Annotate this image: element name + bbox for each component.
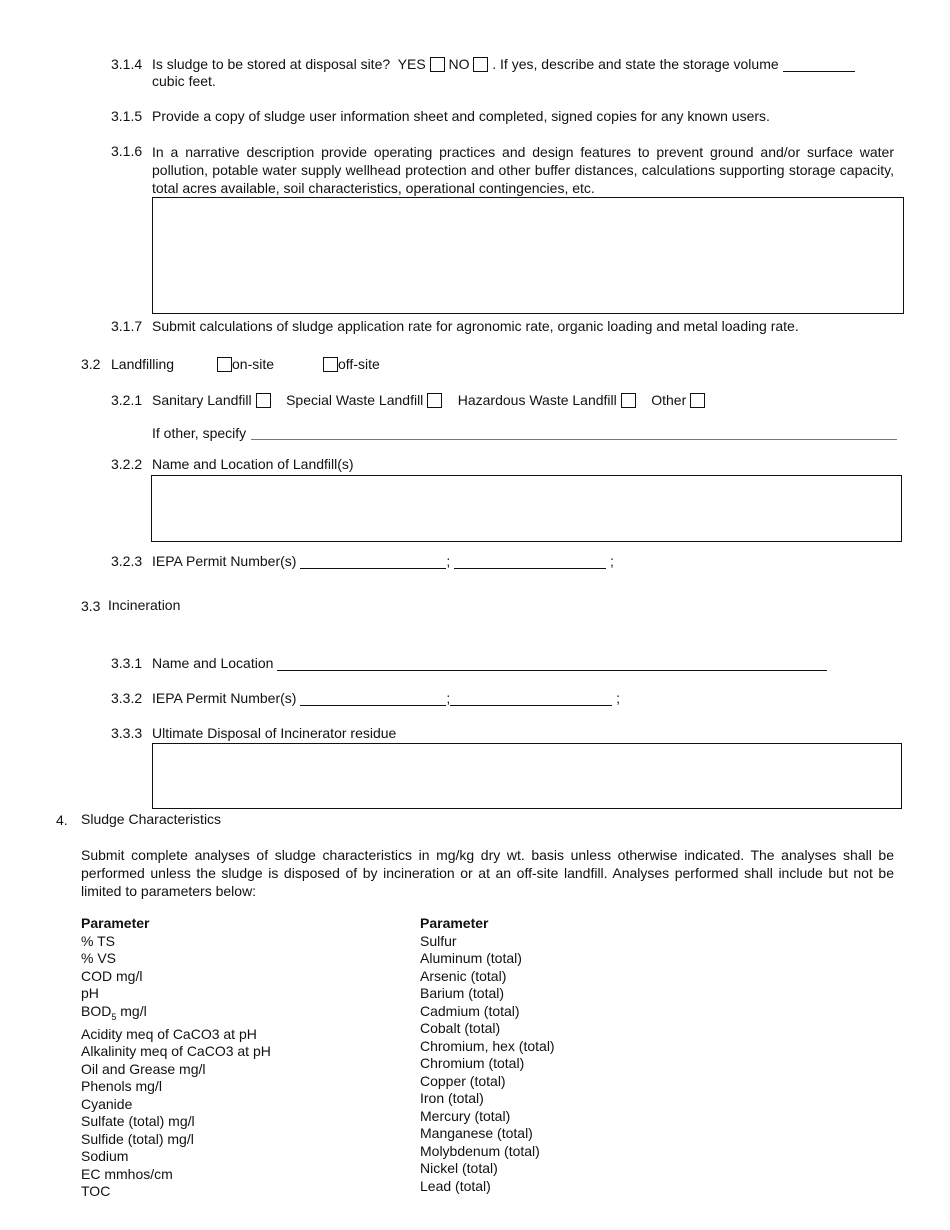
section-number: 3.2.2 <box>111 456 143 472</box>
parameter-item: Molybdenum (total) <box>420 1142 540 1159</box>
parameter-item: Oil and Grease mg/l <box>81 1060 206 1077</box>
parameter-item: Cobalt (total) <box>420 1020 501 1036</box>
storage-volume-prompt: . If yes, describe and state the storage volume <box>492 56 779 72</box>
incinerator-name-row <box>152 655 827 671</box>
parameter-item: Aluminum (total) <box>420 950 522 966</box>
parameter-item: Cadmium (total) <box>420 1002 520 1019</box>
separator: ; <box>446 553 451 569</box>
parameter-item: Lead (total) <box>420 1177 491 1194</box>
storage-yes-checkbox[interactable] <box>430 57 445 72</box>
section-number: 3.2.3 <box>111 553 143 569</box>
no-label: NO <box>448 56 470 72</box>
offsite-option[interactable] <box>323 356 380 372</box>
section-number: 3.2 <box>81 356 101 372</box>
incinerator-name-field[interactable] <box>277 656 827 671</box>
parameter-item: Iron (total) <box>420 1090 484 1106</box>
parameter-item: Phenols mg/l <box>81 1078 162 1095</box>
special-waste-landfill-checkbox[interactable] <box>427 393 442 408</box>
parameter-item: Manganese (total) <box>420 1125 533 1141</box>
section-number: 3.3 <box>81 598 101 614</box>
if-other-label: If other, specify <box>152 425 247 441</box>
landfill-permit-field-2[interactable] <box>454 554 606 569</box>
landfill-name-textbox[interactable] <box>151 475 902 542</box>
landfill-permit-field-1[interactable] <box>300 554 446 569</box>
parameter-item: Chromium (total) <box>420 1055 525 1071</box>
parameter-item: COD mg/l <box>81 967 143 984</box>
residue-disposal-label: Ultimate Disposal of Incinerator residue <box>152 725 397 741</box>
parameter-item: TOC <box>81 1183 111 1200</box>
section-number: 3.1.6 <box>111 143 143 159</box>
other-landfill-checkbox[interactable] <box>690 393 705 408</box>
section-number: 3.2.1 <box>111 392 143 408</box>
if-other-field[interactable] <box>251 439 897 440</box>
parameter-item: Arsenic (total) <box>420 967 507 984</box>
name-location-label: Name and Location <box>152 655 274 671</box>
narrative-textbox[interactable] <box>152 197 904 314</box>
section-number: 3.1.4 <box>111 56 143 72</box>
landfilling-title: Landfilling <box>111 356 175 372</box>
parameter-item: Copper (total) <box>420 1072 506 1089</box>
incinerator-permit-field-1[interactable] <box>300 691 446 706</box>
bod-label: BOD <box>81 1002 112 1019</box>
hazardous-waste-landfill-checkbox[interactable] <box>621 393 636 408</box>
sanitary-landfill-checkbox[interactable] <box>256 393 271 408</box>
incinerator-permit-field-2[interactable] <box>450 691 612 706</box>
onsite-label: on-site <box>232 356 275 372</box>
parameter-item: Nickel (total) <box>420 1160 498 1176</box>
other-landfill-label: Other <box>651 392 687 408</box>
offsite-label: off-site <box>338 356 380 372</box>
residue-disposal-textbox[interactable] <box>152 743 902 809</box>
application-rate-instruction: Submit calculations of sludge application rate for agronomic rate, organic loading and metal loading rate. <box>152 318 799 334</box>
parameter-item: Acidity meq of CaCO3 at pH <box>81 1025 257 1042</box>
permit-label: IEPA Permit Number(s) <box>152 553 297 569</box>
analysis-instruction: Submit complete analyses of sludge characteristics in mg/kg dry wt. basis unless otherwise indicated. The analyses shall be performed unless the sludge is disposed of by incineration or at an off-site landfill. Analyses performed shall include but not be limited to parameters below: <box>81 847 894 899</box>
user-info-instruction: Provide a copy of sludge user information sheet and completed, signed copies for any known users. <box>152 108 770 124</box>
section-number: 4. <box>56 812 68 828</box>
section-number: 3.3.2 <box>111 690 143 706</box>
onsite-checkbox[interactable] <box>217 357 232 372</box>
parameter-item: Sulfur <box>420 932 457 949</box>
incinerator-permit-row <box>152 690 620 706</box>
section-number: 3.1.5 <box>111 108 143 124</box>
parameter-item: Sodium <box>81 1148 129 1165</box>
storage-question: Is sludge to be stored at disposal site? <box>152 56 391 72</box>
offsite-checkbox[interactable] <box>323 357 338 372</box>
parameter-header: Parameter <box>420 915 489 931</box>
permit-label: IEPA Permit Number(s) <box>152 690 297 706</box>
parameter-item: Sulfate (total) mg/l <box>81 1113 195 1130</box>
bod-unit: mg/l <box>116 1002 147 1019</box>
landfill-type-row <box>152 392 705 408</box>
storage-question-row <box>152 56 855 72</box>
parameter-item: Barium (total) <box>420 985 505 1001</box>
section-number: 3.3.1 <box>111 655 143 671</box>
sludge-characteristics-title: Sludge Characteristics <box>81 811 222 827</box>
hazardous-waste-landfill-label: Hazardous Waste Landfill <box>457 392 617 408</box>
parameter-item: Sulfide (total) mg/l <box>81 1130 194 1147</box>
sanitary-landfill-label: Sanitary Landfill <box>152 392 252 408</box>
separator: ; <box>616 690 620 706</box>
bod-subscript: 5 <box>111 1011 117 1022</box>
parameter-column-right <box>420 915 555 1195</box>
parameter-header: Parameter <box>81 915 150 931</box>
storage-no-checkbox[interactable] <box>473 57 488 72</box>
narrative-instruction: In a narrative description provide operating practices and design features to prevent ground and/or surface water pollution, potable water supply wellhead protection and other buffer distances, calculations supporting storage capacity, total acres available, soil characteristics, operational contingencies, etc. <box>152 144 894 196</box>
parameter-item: % VS <box>81 950 117 966</box>
onsite-option[interactable] <box>217 356 274 372</box>
parameter-item-bod <box>81 1003 271 1026</box>
parameter-column-left <box>81 915 271 1201</box>
section-number: 3.1.7 <box>111 318 143 334</box>
landfill-name-label: Name and Location of Landfill(s) <box>152 456 354 472</box>
incineration-title: Incineration <box>108 597 181 613</box>
parameter-item: Cyanide <box>81 1095 133 1112</box>
cubic-feet-label: cubic feet. <box>152 73 216 89</box>
parameter-item: Alkalinity meq of CaCO3 at pH <box>81 1043 271 1060</box>
landfill-permit-row <box>152 553 614 569</box>
parameter-item: pH <box>81 985 99 1001</box>
storage-volume-field[interactable] <box>783 57 855 72</box>
yes-label: YES <box>397 56 426 72</box>
section-number: 3.3.3 <box>111 725 143 741</box>
parameter-item: % TS <box>81 932 115 949</box>
parameter-item: EC mmhos/cm <box>81 1165 173 1182</box>
separator: ; <box>610 553 614 569</box>
parameter-item: Chromium, hex (total) <box>420 1037 555 1054</box>
parameter-item: Mercury (total) <box>420 1107 511 1124</box>
special-waste-landfill-label: Special Waste Landfill <box>286 392 424 408</box>
separator: ; <box>446 690 451 706</box>
